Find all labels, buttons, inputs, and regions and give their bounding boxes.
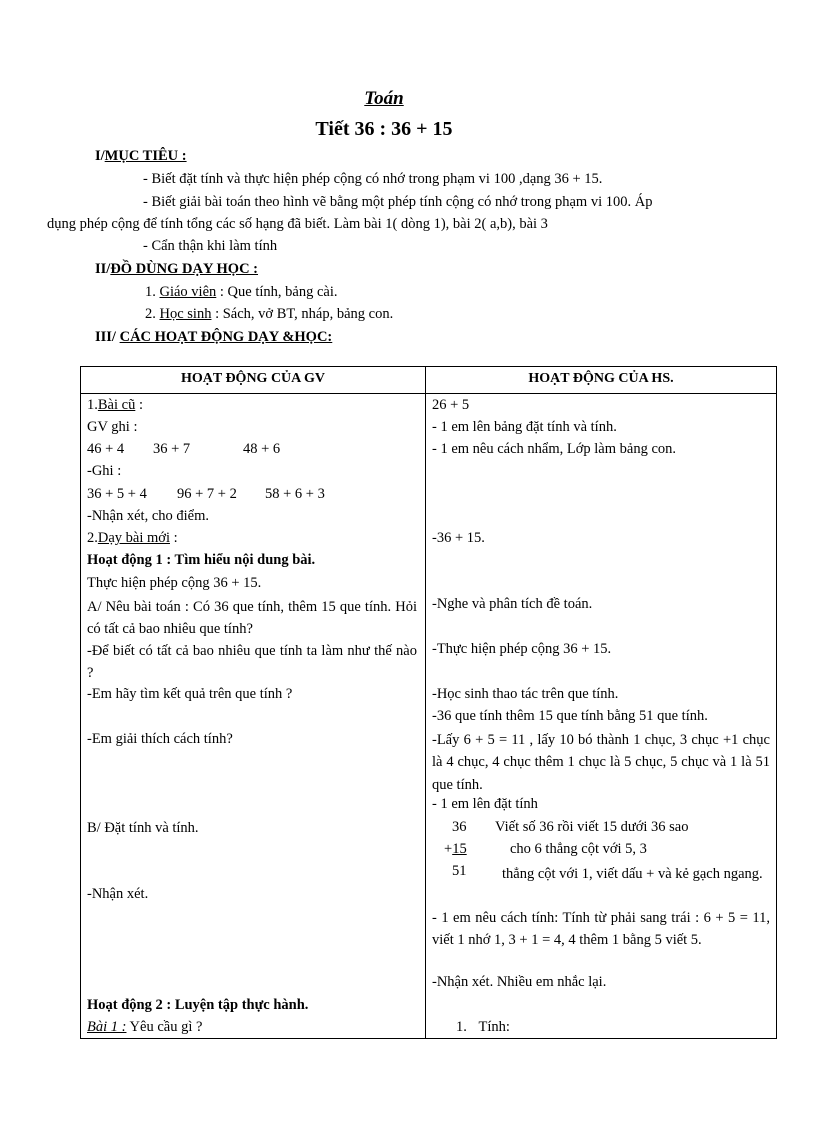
table-column-divider: [425, 367, 426, 1038]
hs-calc-note-2: cho 6 thẳng cột với 5, 3: [510, 841, 647, 857]
objectives-heading: [95, 148, 187, 165]
subject-title: Toán: [364, 88, 404, 109]
table-header-divider: [81, 393, 776, 394]
gv-new-lesson-num: 2.: [87, 530, 98, 546]
gv-exercise-4: 36 + 5 + 4: [87, 486, 147, 502]
gv-new-lesson: [87, 530, 178, 547]
hs-calc-result: 51: [452, 863, 467, 879]
hs-row-9: -Lấy 6 + 5 = 11 , lấy 10 bó thành 1 chục, 3 chục +1 chục là 4 chục, 4 chục thêm 1 chục là 5 chục, 5 chục và 1 là 51 que tính.: [432, 732, 770, 793]
hs-row-6: -Thực hiện phép cộng 36 + 15.: [432, 641, 612, 657]
gv-old-lesson-colon: :: [135, 397, 143, 413]
hs-row-2: - 1 em lên bảng đặt tính và tính.: [432, 419, 617, 435]
objective-item-1: - Biết đặt tính và thực hiện phép cộng có nhớ trong phạm vi 100 ,dạng 36 + 15.: [143, 171, 603, 187]
hs-row-12: -Nhận xét. Nhiều em nhắc lại.: [432, 974, 607, 990]
gv-old-lesson-label: Bài cũ: [97, 397, 136, 413]
hs-calc-note-3: thẳng cột với 1, viết dấu + và kẻ gạch ngang.: [502, 866, 763, 882]
hs-calc-plus: +: [444, 841, 453, 857]
gv-explain: -Em giải thích cách tính?: [87, 731, 233, 747]
materials-heading: [95, 261, 258, 278]
hs-row-13: [456, 1019, 510, 1036]
gv-b-part: B/ Đặt tính và tính.: [87, 820, 199, 836]
hs-calc-second: [444, 841, 467, 858]
gv-old-lesson: [87, 397, 143, 414]
activities-heading: [95, 329, 332, 346]
hs-row-4: -36 + 15.: [432, 530, 485, 546]
objective-item-3: - Cẩn thận khi làm tính: [143, 238, 278, 254]
materials-student-label: Học sinh: [159, 306, 212, 322]
gv-exercise-label: Bài 1 :: [87, 1019, 127, 1035]
hs-row-3: - 1 em nêu cách nhẩm, Lớp làm bảng con.: [432, 441, 677, 457]
gv-new-lesson-label: Dạy bài mới: [97, 530, 170, 546]
materials-teacher-text: : Que tính, bảng cài.: [216, 284, 338, 300]
lesson-title: Tiết 36 : 36 + 15: [315, 118, 453, 140]
gv-find-result: -Em hãy tìm kết quả trên que tính ?: [87, 686, 293, 702]
gv-activity-1-task: Thực hiện phép cộng 36 + 15.: [87, 575, 262, 591]
gv-new-lesson-colon: :: [169, 530, 178, 546]
gv-exercise-6: 58 + 6 + 3: [265, 486, 325, 502]
hs-calc-first: 36: [452, 819, 467, 835]
gv-activity-1: Hoạt động 1 : Tìm hiểu nội dung bài.: [87, 552, 316, 568]
gv-exercise-3: 48 + 6: [243, 441, 281, 457]
hs-calc-note-1: Viết số 36 rồi viết 15 dưới 36 sao: [495, 819, 689, 835]
table-header-hs: HOẠT ĐỘNG CỦA HS.: [528, 371, 674, 386]
hs-row-13-num: 1.: [456, 1019, 467, 1035]
materials-student: [145, 306, 393, 323]
materials-teacher: [145, 284, 338, 301]
materials-teacher-num: 1.: [145, 284, 156, 300]
materials-heading-num: II/: [95, 261, 111, 277]
objective-item-2-cont: dụng phép cộng để tính tổng các số hạng đã biết. Làm bài 1( dòng 1), bài 2( a,b), bài 3: [47, 216, 548, 232]
activities-heading-num: III/: [95, 329, 116, 345]
gv-exercise-task-text: Yêu cầu gì ?: [126, 1019, 203, 1035]
gv-exercise-task: [87, 1019, 202, 1036]
gv-exercise-5: 96 + 7 + 2: [177, 486, 237, 502]
materials-teacher-label: Giáo viên: [159, 284, 217, 300]
hs-row-8: -36 que tính thêm 15 que tính bằng 51 que tính.: [432, 708, 708, 724]
hs-calc-second-num: 15: [452, 841, 467, 857]
materials-student-text: : Sách, vở BT, nháp, bảng con.: [211, 306, 394, 322]
hs-row-10: - 1 em lên đặt tính: [432, 796, 538, 812]
hs-row-13-text: Tính:: [478, 1019, 510, 1035]
activities-heading-text: CÁC HOẠT ĐỘNG DẠY &HỌC:: [119, 329, 333, 345]
objectives-heading-text: MỤC TIÊU :: [104, 148, 187, 164]
gv-howto: -Để biết có tất cả bao nhiêu que tính ta làm như thế nào ?: [87, 643, 417, 682]
activities-table: [80, 366, 777, 1039]
table-header-gv: HOẠT ĐỘNG CỦA GV: [180, 371, 326, 386]
gv-review: -Nhận xét.: [87, 886, 149, 902]
materials-student-num: 2.: [145, 306, 156, 322]
objectives-heading-num: I/: [95, 148, 105, 164]
gv-exercise-2: 36 + 7: [153, 441, 191, 457]
hs-row-7: -Học sinh thao tác trên que tính.: [432, 686, 619, 702]
gv-exercise-1: 46 + 4: [87, 441, 125, 457]
gv-write: GV ghi :: [87, 419, 138, 435]
materials-heading-text: ĐỒ DÙNG DẠY HỌC :: [110, 261, 259, 277]
gv-old-lesson-num: 1.: [87, 397, 98, 413]
gv-write-2: -Ghi :: [87, 463, 122, 479]
gv-activity-2: Hoạt động 2 : Luyện tập thực hành.: [87, 997, 309, 1013]
objective-item-2: - Biết giải bài toán theo hình vẽ bằng một phép tính cộng có nhớ trong phạm vi 100. Áp: [143, 194, 653, 210]
hs-row-1: 26 + 5: [432, 397, 470, 413]
gv-problem: A/ Nêu bài toán : Có 36 que tính, thêm 15 que tính. Hỏi có tất cả bao nhiêu que tính?: [87, 599, 417, 638]
hs-row-11: - 1 em nêu cách tính: Tính từ phải sang trái : 6 + 5 = 11, viết 1 nhớ 1, 3 + 1 = 4, 4 thêm 1 bằng 5 viết 5.: [432, 910, 770, 949]
hs-row-5: -Nghe và phân tích đề toán.: [432, 596, 593, 612]
gv-grade: -Nhận xét, cho điểm.: [87, 508, 210, 524]
